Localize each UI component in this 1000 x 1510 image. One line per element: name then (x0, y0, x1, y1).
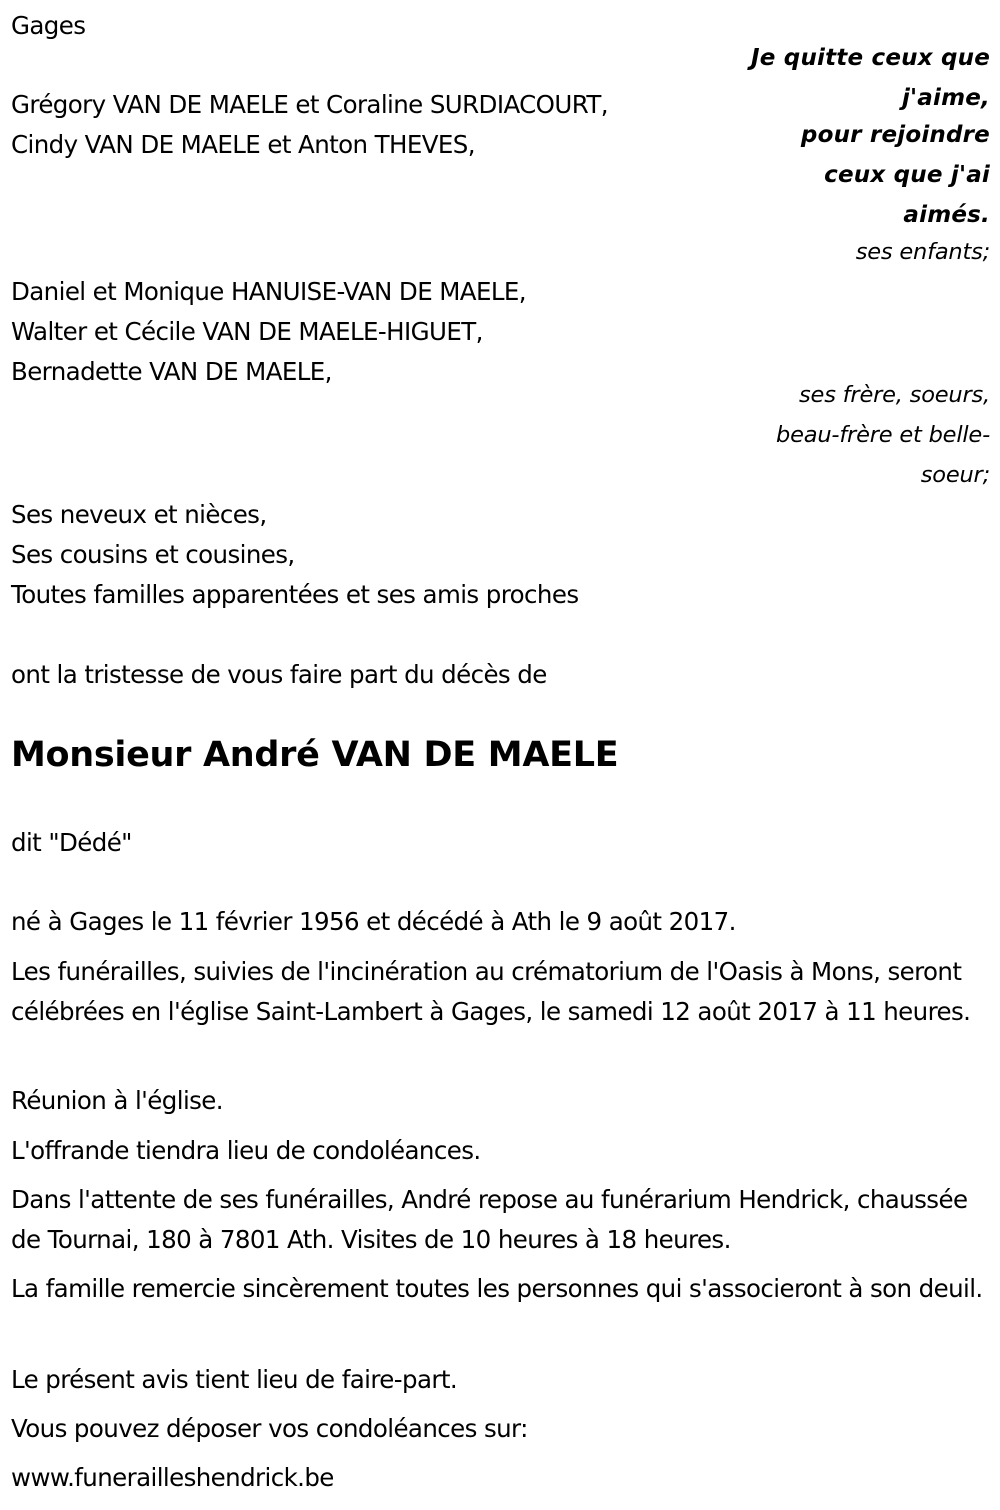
funeral-details-paragraph: Les funérailles, suivies de l'incinération au crématorium de l'Oasis à Mons, seront célébrées en l'église Saint-Lambert à Gages, le samedi 12 août 2017 à 11 heures. (11, 957, 971, 1026)
place-label: Gages (11, 11, 86, 40)
birth-death-paragraph: né à Gages le 11 février 1956 et décédé à Ath le 9 août 2017. (11, 907, 736, 936)
nickname-text: dit "Dédé" (11, 828, 132, 857)
siblings-relation-label: beau-frère et belle- (776, 422, 990, 448)
quote-line: ceux que j'ai (824, 162, 990, 188)
announcement-text: ont la tristesse de vous faire part du décès de (11, 660, 547, 689)
meeting-paragraph: Réunion à l'église. (11, 1086, 223, 1115)
visitation-paragraph: Dans l'attente de ses funérailles, André repose au funérarium Hendrick, chaussée de Tournai, 180 à 7801 Ath. Visites de 10 heures à 18 heures. (11, 1185, 968, 1254)
deceased-name: Monsieur André VAN DE MAELE (11, 735, 619, 775)
website-link[interactable]: www.funerailleshendrick.be (11, 1463, 334, 1492)
siblings-relation-label: soeur; (920, 462, 990, 488)
family-member-line: Cindy VAN DE MAELE et Anton THEVES, (11, 130, 475, 159)
family-member-line: Grégory VAN DE MAELE et Coraline SURDIACOURT, (11, 90, 608, 119)
siblings-relation-label: ses frère, soeurs, (799, 382, 990, 408)
family-member-line: Ses neveux et nièces, (11, 500, 267, 529)
children-relation-label: ses enfants; (855, 239, 990, 265)
family-member-line: Toutes familles apparentées et ses amis proches (11, 580, 579, 609)
family-member-line: Ses cousins et cousines, (11, 540, 295, 569)
notice-paragraph: Le présent avis tient lieu de faire-part. (11, 1365, 458, 1394)
offering-paragraph: L'offrande tiendra lieu de condoléances. (11, 1136, 481, 1165)
quote-line: Je quitte ceux que (751, 45, 990, 71)
quote-line: j'aime, (901, 85, 990, 111)
family-member-line: Daniel et Monique HANUISE-VAN DE MAELE, (11, 277, 526, 306)
quote-line: pour rejoindre (800, 122, 990, 148)
family-member-line: Bernadette VAN DE MAELE, (11, 357, 332, 386)
thanks-paragraph: La famille remercie sincèrement toutes les personnes qui s'associeront à son deuil. (11, 1274, 983, 1303)
condolences-paragraph: Vous pouvez déposer vos condoléances sur: (11, 1414, 528, 1443)
quote-line: aimés. (903, 202, 990, 228)
family-member-line: Walter et Cécile VAN DE MAELE-HIGUET, (11, 317, 483, 346)
